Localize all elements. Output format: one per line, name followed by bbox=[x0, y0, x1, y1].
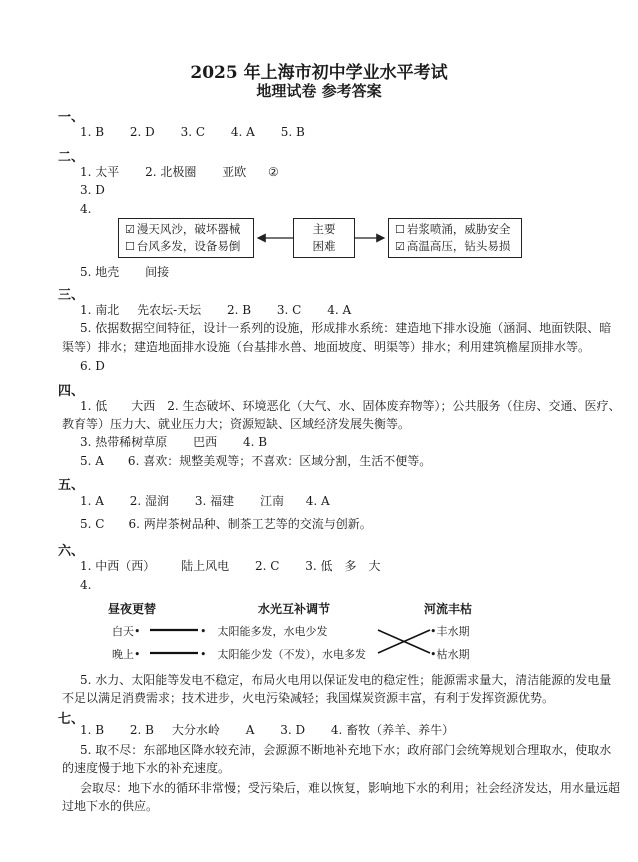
section-4-number: 四、 bbox=[58, 384, 85, 399]
section-2-line-1: 1. 太平 2. 北极圈 亚欧 ② bbox=[80, 165, 279, 179]
section-3-line-1: 1. 南北 先农坛-天坛 2. B 3. C 4. A bbox=[80, 303, 352, 317]
section-2-line-2: 3. D bbox=[80, 183, 105, 197]
diagram-col1-header: 昼夜更替 bbox=[108, 602, 157, 616]
section-7-line-3b: 过地下水的供应。 bbox=[62, 799, 159, 813]
diagram-label-night: 晚上• bbox=[112, 648, 141, 661]
section-7-line-2a: 5. 取不尽：东部地区降水较充沛，会源源不断地补充地下水；政府部门会统筹规划合理取水，使取水 bbox=[80, 743, 612, 757]
section-1-line-1: 1. B 2. D 3. C 4. A 5. B bbox=[80, 125, 305, 139]
diagram-col2-header: 水光互补调节 bbox=[258, 602, 331, 616]
section-2-number: 二、 bbox=[58, 150, 85, 165]
diagram-mid-2: • 太阳能少发（不发），水电多发 bbox=[200, 648, 366, 661]
section-7-line-2b: 的速度慢于地下水的补充速度。 bbox=[62, 761, 231, 775]
empty-box-icon: ☐ bbox=[125, 240, 135, 253]
center-box-main-difficulty: 主要 困难 bbox=[293, 218, 355, 258]
left-box-row-2: ☐ 台风多发，设备易倒 bbox=[125, 239, 241, 253]
diagram-col3-header: 河流丰枯 bbox=[424, 602, 473, 616]
diagram-label-day: 白天• bbox=[112, 625, 141, 638]
section-6-line-1: 1. 中西（西） 陆上风电 2. C 3. 低 多 大 bbox=[80, 559, 381, 573]
section-5-line-2: 5. C 6. 两岸茶树品种、制茶工艺等的交流与创新。 bbox=[80, 517, 372, 531]
section-2-line-3: 4. bbox=[80, 202, 92, 216]
section-7-line-1: 1. B 2. B 大分水岭 A 3. D 4. 畜牧（养羊、养牛） bbox=[80, 723, 455, 737]
empty-box-icon: ☐ bbox=[395, 223, 405, 236]
section-2-line-5: 5. 地壳 间接 bbox=[80, 265, 170, 279]
diagram-right-dry: •枯水期 bbox=[430, 648, 470, 661]
section-3-line-2b: 渠等）排水；建造地面排水设施（台基排水兽、地面坡度、明渠等）排水；利用建筑檐屋顶排水等。 bbox=[62, 340, 591, 354]
section-4-line-3: 3. 热带稀树草原 巴西 4. B bbox=[80, 435, 268, 449]
section-5-line-1: 1. A 2. 湿润 3. 福建 江南 4. A bbox=[80, 494, 330, 508]
checked-box-icon: ☑ bbox=[395, 240, 405, 253]
section-6-line-2: 4. bbox=[80, 578, 92, 592]
section-4-line-2: 教育等）压力大、就业压力大；资源短缺、区域经济发展失衡等。 bbox=[62, 417, 411, 431]
page-title: 2025 年上海市初中学业水平考试 bbox=[190, 63, 448, 83]
section-7-line-3a: 会取尽：地下水的循环非常慢；受污染后，难以恢复，影响地下水的利用；社会经济发达，用水量远超 bbox=[80, 781, 621, 795]
section-6-line-3a: 5. 水力、太阳能等发电不稳定，布局火电用以保证发电的稳定性；能源需求量大，清洁能源的发电量 bbox=[80, 673, 612, 687]
section-3-number: 三、 bbox=[58, 288, 85, 303]
section-4-line-1: 1. 低 大西 2. 生态破坏、环境恶化（大气、水、固体废弃物等）；公共服务（住房、交通、医疗、 bbox=[80, 399, 621, 413]
section-1-number: 一、 bbox=[58, 110, 85, 125]
diagram-mid-1: • 太阳能多发，水电少发 bbox=[200, 625, 328, 638]
section-3-line-3: 6. D bbox=[80, 359, 105, 373]
checked-box-icon: ☑ bbox=[125, 223, 135, 236]
section-3-line-2a: 5. 依据数据空间特征，设计一系列的设施，形成排水系统：建造地下排水设施（涵洞、地面铁限、暗 bbox=[80, 321, 612, 335]
right-box-row-1: ☐ 岩浆喷涌，威胁安全 bbox=[395, 222, 511, 236]
section-5-number: 五、 bbox=[58, 478, 85, 493]
section-7-number: 七、 bbox=[58, 712, 85, 727]
page-subtitle: 地理试卷 参考答案 bbox=[256, 82, 382, 100]
section-6-line-3b: 不足以满足消费需求；技术进步，火电污染减轻；我国煤炭资源丰富，有利于发挥资源优势。 bbox=[62, 691, 555, 705]
section-4-line-4: 5. A 6. 喜欢：规整美观等；不喜欢：区域分割，生活不便等。 bbox=[80, 454, 432, 468]
right-box-row-2: ☑ 高温高压，钻头易损 bbox=[395, 239, 511, 253]
section-6-number: 六、 bbox=[58, 544, 85, 559]
left-box-row-1: ☑ 漫天风沙，破坏器械 bbox=[125, 222, 241, 236]
diagram-right-wet: •丰水期 bbox=[430, 625, 470, 638]
